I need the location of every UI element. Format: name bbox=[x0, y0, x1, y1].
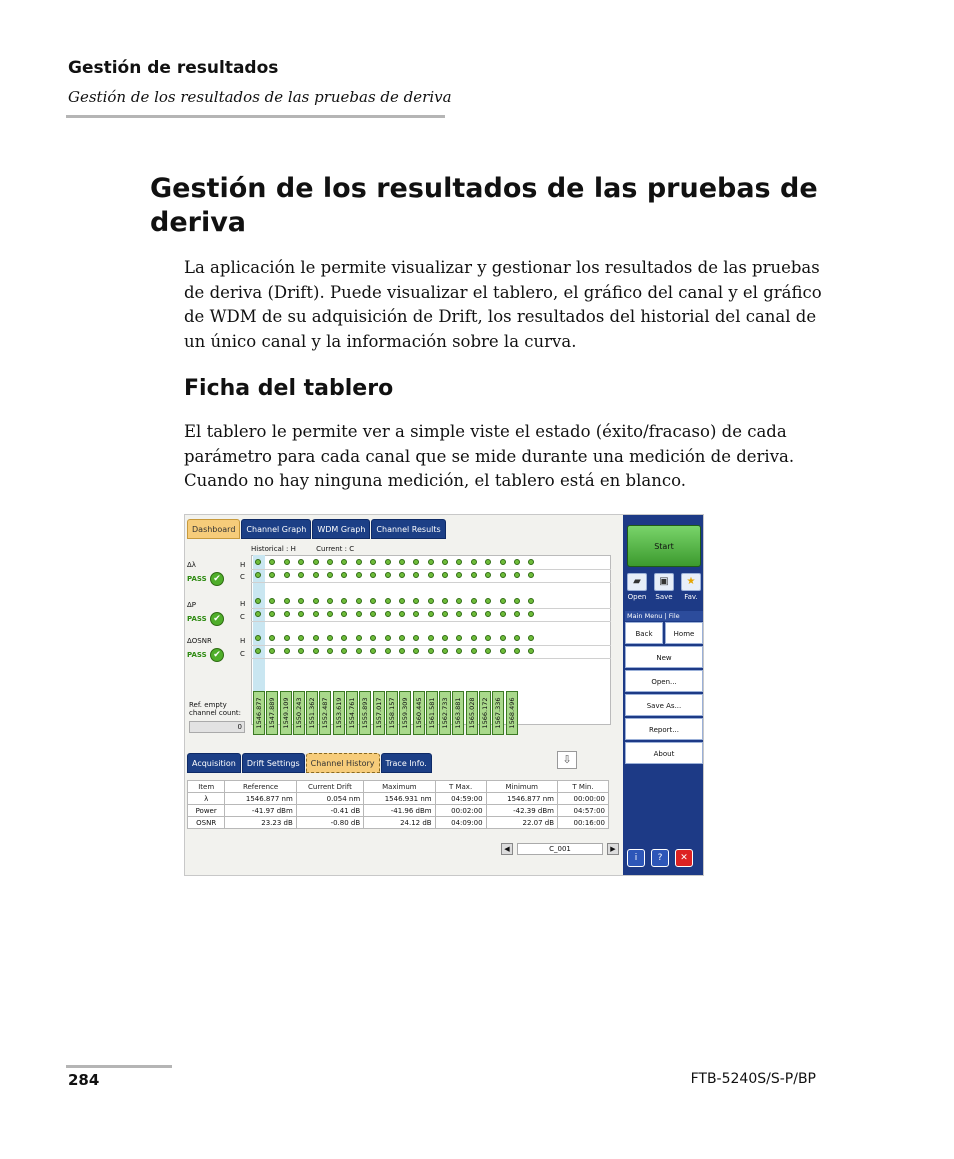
channel-bar[interactable] bbox=[333, 691, 345, 735]
status-dot bbox=[399, 559, 405, 565]
status-dot bbox=[313, 598, 319, 604]
status-dot bbox=[500, 559, 506, 565]
param-label-wavelength: Δλ bbox=[187, 561, 196, 569]
status-dot bbox=[341, 635, 347, 641]
ref-label-line: channel count: bbox=[189, 709, 242, 717]
status-dot bbox=[255, 559, 261, 565]
open-file-button[interactable]: Open... bbox=[625, 670, 703, 692]
channel-wavelength-label: 1562.733 bbox=[441, 697, 450, 729]
status-dot bbox=[284, 648, 290, 654]
status-dot bbox=[341, 572, 347, 578]
tab-acquisition[interactable]: Acquisition bbox=[187, 753, 241, 773]
tab-channel-graph[interactable]: Channel Graph bbox=[241, 519, 311, 539]
previous-arrow-icon[interactable]: ◀ bbox=[501, 843, 513, 855]
table-cell: Power bbox=[188, 805, 225, 817]
status-dot-row bbox=[255, 635, 534, 641]
status-dot bbox=[413, 611, 419, 617]
status-dot bbox=[385, 611, 391, 617]
channel-wavelength-label: 1568.496 bbox=[507, 697, 516, 729]
table-cell: -0.80 dB bbox=[296, 817, 363, 829]
channel-wavelength-label: 1558.157 bbox=[387, 697, 396, 729]
table-row[interactable] bbox=[188, 793, 609, 805]
tab-wdm-graph[interactable]: WDM Graph bbox=[312, 519, 370, 539]
floppy-icon: ▣ bbox=[654, 573, 674, 591]
table-header-cell: Item bbox=[188, 781, 225, 793]
status-dot bbox=[298, 559, 304, 565]
channel-bar[interactable] bbox=[253, 691, 265, 735]
status-dot bbox=[428, 559, 434, 565]
row-divider bbox=[251, 582, 611, 583]
status-dot bbox=[385, 635, 391, 641]
table-cell: -0.41 dB bbox=[296, 805, 363, 817]
channel-wavelength-label: 1551.362 bbox=[308, 697, 317, 729]
status-dot bbox=[356, 611, 362, 617]
status-dot bbox=[370, 572, 376, 578]
table-cell: 22.07 dB bbox=[486, 817, 557, 829]
historical-label: Historical : H bbox=[251, 545, 296, 553]
status-dot bbox=[514, 598, 520, 604]
status-dot bbox=[456, 648, 462, 654]
status-dot bbox=[413, 598, 419, 604]
status-dot bbox=[413, 572, 419, 578]
table-cell: 00:02:00 bbox=[435, 805, 486, 817]
row-divider bbox=[251, 658, 611, 659]
status-dot bbox=[356, 648, 362, 654]
channel-wavelength-label: 1547.889 bbox=[268, 697, 277, 729]
status-dot bbox=[269, 572, 275, 578]
status-dot bbox=[370, 559, 376, 565]
status-dot bbox=[485, 635, 491, 641]
status-dot bbox=[313, 648, 319, 654]
status-dot bbox=[500, 598, 506, 604]
channel-wavelength-label: 1559.309 bbox=[401, 697, 410, 729]
table-cell: 24.12 dB bbox=[364, 817, 435, 829]
channel-wavelength-label: 1557.017 bbox=[374, 697, 383, 729]
legend-labels bbox=[251, 545, 372, 553]
channel-wavelength-bars bbox=[253, 691, 518, 735]
status-dot bbox=[255, 611, 261, 617]
tab-channel-results[interactable]: Channel Results bbox=[371, 519, 445, 539]
status-dot bbox=[528, 611, 534, 617]
status-dot bbox=[456, 635, 462, 641]
status-dot bbox=[471, 559, 477, 565]
tab-dashboard[interactable]: Dashboard bbox=[187, 519, 240, 539]
status-dot bbox=[485, 559, 491, 565]
app-screenshot bbox=[184, 514, 704, 876]
channel-wavelength-label: 1549.109 bbox=[281, 697, 290, 729]
channel-bar[interactable] bbox=[452, 691, 464, 735]
running-header-subsection: Gestión de los resultados de las pruebas de deriva bbox=[68, 88, 452, 106]
status-dot bbox=[442, 611, 448, 617]
status-dot-row bbox=[255, 648, 534, 654]
check-icon: ✔ bbox=[210, 648, 224, 662]
status-dot bbox=[269, 635, 275, 641]
status-dot bbox=[356, 598, 362, 604]
status-dot bbox=[471, 648, 477, 654]
ref-empty-count-field[interactable]: 0 bbox=[189, 721, 245, 733]
status-dot bbox=[284, 559, 290, 565]
folder-icon: ▰ bbox=[627, 573, 647, 591]
table-cell: 1546.877 nm bbox=[225, 793, 296, 805]
status-dot bbox=[528, 598, 534, 604]
body-paragraph: El tablero le permite ver a simple viste el estado (éxito/fracaso) de cada parámetro para cada canal que se mide durante una medición de deriva. Cuando no hay ninguna medición, el tablero está en blanco. bbox=[184, 422, 795, 490]
status-dot bbox=[528, 648, 534, 654]
channel-wavelength-label: 1566.172 bbox=[481, 697, 490, 729]
info-icon[interactable]: i bbox=[627, 849, 645, 867]
channel-bar[interactable] bbox=[492, 691, 504, 735]
channel-bar[interactable] bbox=[426, 691, 438, 735]
channel-bar[interactable] bbox=[439, 691, 451, 735]
status-dot bbox=[327, 559, 333, 565]
status-dot bbox=[514, 611, 520, 617]
status-badge: PASS bbox=[187, 651, 207, 659]
close-icon[interactable]: ✕ bbox=[675, 849, 693, 867]
side-panel bbox=[623, 515, 704, 876]
status-dot bbox=[327, 635, 333, 641]
status-dot bbox=[313, 572, 319, 578]
status-dot bbox=[313, 611, 319, 617]
status-dot bbox=[399, 572, 405, 578]
channel-wavelength-label: 1552.487 bbox=[321, 697, 330, 729]
channel-bar[interactable] bbox=[506, 691, 518, 735]
tab-drift-settings[interactable]: Drift Settings bbox=[242, 753, 305, 773]
status-dot bbox=[428, 572, 434, 578]
status-dot bbox=[485, 598, 491, 604]
main-menu-header: Main Menu | File bbox=[625, 611, 703, 621]
status-dot bbox=[500, 635, 506, 641]
status-dot bbox=[327, 611, 333, 617]
status-dot bbox=[269, 559, 275, 565]
status-dot bbox=[485, 572, 491, 578]
status-dot bbox=[428, 611, 434, 617]
status-dot bbox=[298, 635, 304, 641]
status-dot bbox=[442, 572, 448, 578]
table-cell: 1546.931 nm bbox=[364, 793, 435, 805]
table-cell: 04:09:00 bbox=[435, 817, 486, 829]
table-header-cell: T Min. bbox=[558, 781, 609, 793]
status-dot bbox=[399, 611, 405, 617]
page-title: Gestión de los resultados de las pruebas de deriva bbox=[150, 173, 818, 238]
status-dot bbox=[341, 611, 347, 617]
channel-bar[interactable] bbox=[306, 691, 318, 735]
channel-wavelength-label: 1560.445 bbox=[414, 697, 423, 729]
channel-wavelength-label: 1561.581 bbox=[427, 697, 436, 729]
header-rule bbox=[66, 115, 445, 118]
status-dot bbox=[327, 598, 333, 604]
channel-wavelength-label: 1565.028 bbox=[467, 697, 476, 729]
status-dot bbox=[313, 635, 319, 641]
status-dot bbox=[341, 559, 347, 565]
channel-bar[interactable] bbox=[359, 691, 371, 735]
status-dot bbox=[528, 635, 534, 641]
status-dot-row bbox=[255, 572, 534, 578]
back-button[interactable]: Back bbox=[625, 622, 663, 644]
home-button[interactable]: Home bbox=[665, 622, 703, 644]
status-dot bbox=[528, 572, 534, 578]
c-label: C bbox=[240, 573, 245, 581]
status-dot-row bbox=[255, 611, 534, 617]
c-label: C bbox=[240, 613, 245, 621]
channel-history-table bbox=[187, 780, 609, 829]
channel-bar[interactable] bbox=[373, 691, 385, 735]
status-dot bbox=[370, 648, 376, 654]
status-dot bbox=[456, 572, 462, 578]
status-badge: PASS bbox=[187, 615, 207, 623]
table-cell: -41.97 dBm bbox=[225, 805, 296, 817]
status-dot bbox=[298, 572, 304, 578]
help-icon[interactable]: ? bbox=[651, 849, 669, 867]
status-dot bbox=[385, 648, 391, 654]
status-dot bbox=[399, 648, 405, 654]
channel-wavelength-label: 1550.243 bbox=[294, 697, 303, 729]
status-dot bbox=[370, 611, 376, 617]
status-dot bbox=[413, 559, 419, 565]
param-label-osnr: ΔOSNR bbox=[187, 637, 212, 645]
status-dot bbox=[327, 648, 333, 654]
status-dot bbox=[298, 648, 304, 654]
table-cell: 0.054 nm bbox=[296, 793, 363, 805]
status-dot bbox=[471, 572, 477, 578]
status-dot bbox=[284, 598, 290, 604]
row-divider bbox=[251, 645, 611, 646]
next-arrow-icon[interactable]: ▶ bbox=[607, 843, 619, 855]
intro-paragraph: La aplicación le permite visualizar y gestionar los resultados de las pruebas de deriva (Drift). Puede visualizar el tablero, el gráfico del canal y el gráfico de WDM de su adquisición de Drift, los resultados del historial del canal de un único canal y la información sobre la curva. bbox=[184, 258, 822, 351]
channel-bar[interactable] bbox=[346, 691, 358, 735]
status-dot bbox=[341, 598, 347, 604]
status-dot bbox=[385, 559, 391, 565]
status-dot bbox=[514, 648, 520, 654]
table-cell: -41.96 dBm bbox=[364, 805, 435, 817]
status-dot bbox=[255, 635, 261, 641]
report-button[interactable]: Report... bbox=[625, 718, 703, 740]
open-label: Open bbox=[627, 593, 647, 601]
status-dot bbox=[385, 572, 391, 578]
status-dot bbox=[500, 648, 506, 654]
star-icon: ★ bbox=[681, 573, 701, 591]
status-dot bbox=[298, 598, 304, 604]
favorites-button[interactable] bbox=[679, 573, 703, 601]
table-cell: OSNR bbox=[188, 817, 225, 829]
status-dot bbox=[514, 635, 520, 641]
table-header-cell: T Max. bbox=[435, 781, 486, 793]
table-header-row bbox=[188, 781, 609, 793]
table-cell: 23.23 dB bbox=[225, 817, 296, 829]
table-cell: 1546.877 nm bbox=[486, 793, 557, 805]
save-button[interactable] bbox=[652, 573, 676, 601]
status-dot bbox=[298, 611, 304, 617]
status-dot bbox=[514, 572, 520, 578]
status-dot bbox=[356, 635, 362, 641]
channel-wavelength-label: 1553.619 bbox=[334, 697, 343, 729]
start-button[interactable]: Start bbox=[627, 525, 701, 567]
status-dot bbox=[456, 611, 462, 617]
page-number: 284 bbox=[68, 1071, 100, 1089]
running-header-section: Gestión de resultados bbox=[68, 58, 279, 78]
status-dot-row bbox=[255, 559, 534, 565]
footer-rule bbox=[66, 1065, 172, 1068]
status-dot bbox=[428, 598, 434, 604]
status-dot bbox=[385, 598, 391, 604]
status-dot bbox=[284, 572, 290, 578]
section-title: Ficha del tablero bbox=[184, 376, 394, 401]
tab-channel-history[interactable]: Channel History bbox=[306, 753, 380, 773]
status-dot bbox=[269, 598, 275, 604]
channel-bar[interactable] bbox=[413, 691, 425, 735]
channel-bar[interactable] bbox=[399, 691, 411, 735]
status-dot bbox=[399, 598, 405, 604]
status-dot bbox=[500, 611, 506, 617]
status-dot bbox=[456, 559, 462, 565]
status-dot bbox=[269, 611, 275, 617]
row-divider bbox=[251, 569, 611, 570]
status-dot bbox=[485, 611, 491, 617]
open-button[interactable] bbox=[625, 573, 649, 601]
tab-trace-info[interactable]: Trace Info. bbox=[381, 753, 432, 773]
save-label: Save bbox=[655, 593, 673, 601]
channel-bar[interactable] bbox=[280, 691, 292, 735]
status-dot bbox=[442, 635, 448, 641]
status-dot bbox=[284, 635, 290, 641]
status-dot bbox=[413, 635, 419, 641]
param-label-power: ΔP bbox=[187, 601, 197, 609]
c-label: C bbox=[240, 650, 245, 658]
about-button[interactable]: About bbox=[625, 742, 703, 764]
status-dot bbox=[471, 598, 477, 604]
table-header-cell: Minimum bbox=[486, 781, 557, 793]
status-dot bbox=[399, 635, 405, 641]
table-row[interactable] bbox=[188, 817, 609, 829]
status-dot bbox=[471, 635, 477, 641]
channel-wavelength-label: 1567.336 bbox=[494, 697, 503, 729]
check-icon: ✔ bbox=[210, 572, 224, 586]
table-cell: λ bbox=[188, 793, 225, 805]
status-dot bbox=[442, 648, 448, 654]
status-dot bbox=[442, 598, 448, 604]
channel-wavelength-label: 1555.893 bbox=[361, 697, 370, 729]
file-quick-icons bbox=[625, 573, 703, 601]
table-header-cell: Maximum bbox=[364, 781, 435, 793]
channel-bar[interactable] bbox=[479, 691, 491, 735]
status-dot bbox=[514, 559, 520, 565]
status-dot bbox=[370, 598, 376, 604]
channel-bar[interactable] bbox=[293, 691, 305, 735]
status-dot bbox=[255, 598, 261, 604]
current-label: Current : C bbox=[316, 545, 355, 553]
status-dot bbox=[442, 559, 448, 565]
row-divider bbox=[251, 621, 611, 622]
channel-wavelength-label: 1554.761 bbox=[348, 697, 357, 729]
ref-empty-label bbox=[189, 701, 241, 717]
status-dot bbox=[485, 648, 491, 654]
status-dot-row bbox=[255, 598, 534, 604]
status-dot bbox=[255, 572, 261, 578]
status-dot bbox=[428, 635, 434, 641]
channel-wavelength-label: 1563.881 bbox=[454, 697, 463, 729]
save-as-button[interactable]: Save As... bbox=[625, 694, 703, 716]
channel-bar[interactable] bbox=[386, 691, 398, 735]
top-tab-bar bbox=[187, 519, 446, 539]
channel-bar[interactable] bbox=[466, 691, 478, 735]
status-dot bbox=[269, 648, 275, 654]
status-dot bbox=[471, 611, 477, 617]
h-label: H bbox=[240, 600, 246, 608]
bottom-tab-bar bbox=[187, 753, 432, 773]
table-cell: -42.39 dBm bbox=[486, 805, 557, 817]
status-dot bbox=[356, 572, 362, 578]
status-dot bbox=[313, 559, 319, 565]
product-model: FTB-5240S/S-P/BP bbox=[690, 1071, 816, 1087]
h-label: H bbox=[240, 637, 246, 645]
fav-label: Fav. bbox=[684, 593, 698, 601]
ref-label-line: Ref. empty bbox=[189, 701, 227, 709]
status-dot bbox=[428, 648, 434, 654]
status-dot bbox=[255, 648, 261, 654]
status-dot bbox=[413, 648, 419, 654]
table-header-cell: Current Drift bbox=[296, 781, 363, 793]
new-button[interactable]: New bbox=[625, 646, 703, 668]
status-badge: PASS bbox=[187, 575, 207, 583]
status-dot bbox=[370, 635, 376, 641]
status-dot bbox=[284, 611, 290, 617]
table-cell: 00:00:00 bbox=[558, 793, 609, 805]
table-cell: 04:57:00 bbox=[558, 805, 609, 817]
h-label: H bbox=[240, 561, 246, 569]
channel-wavelength-label: 1546.877 bbox=[255, 697, 263, 729]
table-header-cell: Reference bbox=[225, 781, 296, 793]
arrow-down-icon[interactable]: ⇩ bbox=[557, 751, 577, 769]
table-row[interactable] bbox=[188, 805, 609, 817]
status-dot bbox=[327, 572, 333, 578]
row-divider bbox=[251, 608, 611, 609]
status-dot bbox=[528, 559, 534, 565]
table-cell: 00:16:00 bbox=[558, 817, 609, 829]
channel-navigator bbox=[501, 843, 619, 855]
system-icons bbox=[627, 849, 693, 867]
check-icon: ✔ bbox=[210, 612, 224, 626]
status-dot bbox=[456, 598, 462, 604]
status-dot bbox=[356, 559, 362, 565]
status-dot bbox=[341, 648, 347, 654]
channel-bar[interactable] bbox=[266, 691, 278, 735]
channel-bar[interactable] bbox=[319, 691, 331, 735]
channel-field[interactable]: C_001 bbox=[517, 843, 603, 855]
status-dot bbox=[500, 572, 506, 578]
table-cell: 04:59:00 bbox=[435, 793, 486, 805]
